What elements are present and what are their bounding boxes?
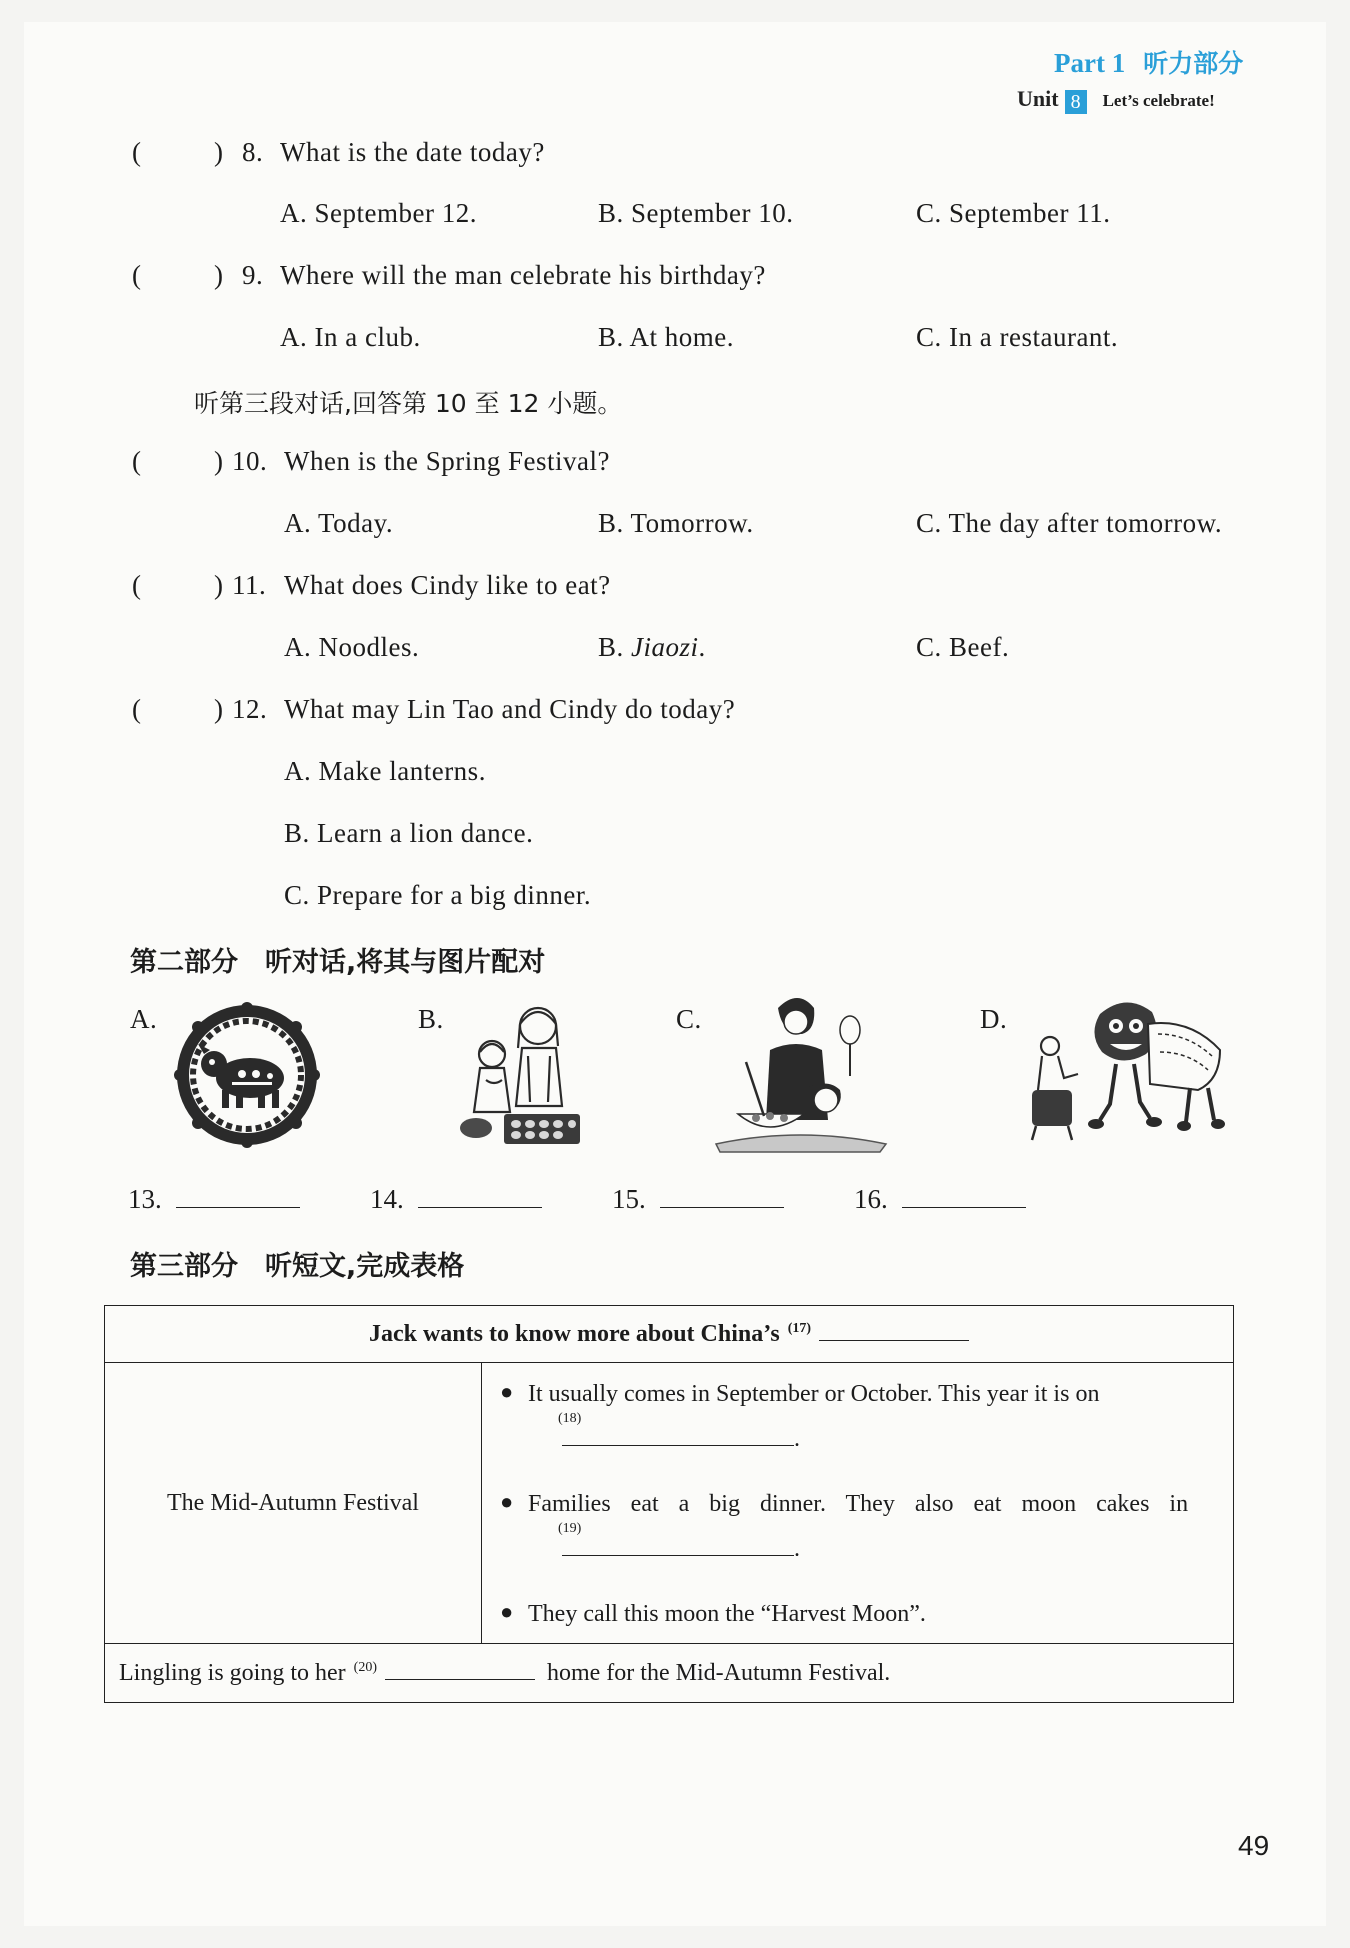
part-cn-label: 听力部分 [1143,49,1244,78]
section-3-title: 第三部分 听短文,完成表格 [130,1251,465,1282]
unit-label: Unit [1017,86,1059,111]
question-text: What is the date today? [280,137,545,167]
answer-paren[interactable]: ( [132,570,142,600]
match-blank-13[interactable] [128,1184,300,1215]
question-number: 10. [232,446,268,476]
page-number: 49 [1238,1830,1270,1861]
info-table [104,1305,1234,1703]
question-number: 12. [232,694,268,724]
match-number: 13. [128,1184,162,1214]
answer-paren[interactable]: ( [132,694,142,724]
option-b: B. September 10. [598,198,794,228]
pic-label-b: B. [418,1004,444,1034]
option-c: C. In a restaurant. [916,322,1119,352]
option-b: B. Learn a lion dance. [284,818,534,848]
match-number: 14. [370,1184,404,1214]
unit-title: Let’s celebrate! [1102,91,1215,110]
cooking-family-icon [710,990,890,1154]
question-text: Where will the man celebrate his birthday? [280,260,766,290]
bullet-icon: ● [500,1379,514,1404]
answer-paren-close: ) [214,137,224,167]
option-c: C. The day after tomorrow. [916,508,1223,538]
festival-details-cell [482,1363,1234,1644]
answer-line-20[interactable] [385,1679,535,1680]
answer-paren-close: ) [214,694,224,724]
option-a: A. Today. [284,508,394,538]
lion-dance-icon [1030,994,1230,1144]
detail-row-1 [482,1363,1233,1473]
blank-number-17: (17) [787,1320,812,1336]
pic-label-d: D. [980,1004,1008,1034]
footer-text-post: home for the Mid-Autumn Festival. [546,1659,891,1686]
making-dumplings-icon [456,996,586,1150]
answer-line-18[interactable] [562,1445,794,1446]
option-b-letter: B. [598,632,632,662]
question-text: When is the Spring Festival? [284,446,610,476]
question-text: What may Lin Tao and Cindy do today? [284,694,736,724]
option-b: B. At home. [598,322,735,352]
papercut-ox-icon [170,1000,324,1150]
blank-number-20: (20) [353,1659,377,1675]
answer-paren-close: ) [214,570,224,600]
blank-number-18: (18) [558,1411,582,1427]
question-text: What does Cindy like to eat? [284,570,611,600]
answer-paren[interactable]: ( [132,260,142,290]
blank-number-19: (19) [558,1521,582,1537]
section-2-title: 第二部分 听对话,将其与图片配对 [130,947,546,978]
option-a: A. Make lanterns. [284,756,486,786]
answer-line[interactable] [902,1207,1026,1208]
answer-paren[interactable]: ( [132,446,142,476]
table-footer [105,1644,1234,1703]
option-b-italic: Jiaozi [631,632,699,662]
table-header [105,1306,1234,1363]
option-a: A. In a club. [280,322,421,352]
bullet-icon: ● [500,1489,514,1514]
match-number: 15. [612,1184,646,1214]
answer-paren-close: ) [214,446,224,476]
answer-line-19[interactable] [562,1555,794,1556]
option-a: A. September 12. [280,198,477,228]
unit-heading [1017,86,1215,114]
option-c: C. September 11. [916,198,1111,228]
period: . [794,1426,800,1453]
unit-number-badge: 8 [1065,90,1087,114]
pic-label-c: C. [676,1004,702,1034]
detail-row-3 [482,1583,1233,1643]
detail-text-1: It usually comes in September or October. This year it is on [528,1381,1100,1407]
answer-line-17[interactable] [819,1340,969,1341]
option-b: B. Tomorrow. [598,508,754,538]
pic-label-a: A. [130,1004,158,1034]
option-b-end: . [698,632,706,662]
answer-paren[interactable]: ( [132,137,142,167]
match-blank-14[interactable] [370,1184,542,1215]
detail-text-2: Families eat a big dinner. They also eat moon cakes in [528,1491,1189,1517]
question-number: 8. [242,137,264,167]
detail-row-2 [482,1473,1233,1583]
festival-name-cell: The Mid-Autumn Festival [105,1363,482,1644]
answer-line[interactable] [418,1207,542,1208]
option-a: A. Noodles. [284,632,420,662]
footer-text-pre: Lingling is going to her [119,1659,346,1686]
part-label: Part 1 [1054,48,1126,78]
match-blank-15[interactable] [612,1184,784,1215]
option-c: C. Prepare for a big dinner. [284,880,592,910]
option-b [598,632,706,663]
detail-text-3: They call this moon the “Harvest Moon”. [528,1601,926,1627]
option-c: C. Beef. [916,632,1010,662]
period: . [794,1536,800,1563]
bullet-icon: ● [500,1599,514,1624]
question-number: 9. [242,260,264,290]
table-header-text: Jack wants to know more about China’s [368,1320,780,1347]
answer-line[interactable] [176,1207,300,1208]
match-number: 16. [854,1184,888,1214]
answer-line[interactable] [660,1207,784,1208]
question-number: 11. [232,570,267,600]
part-heading [1054,44,1243,80]
answer-paren-close: ) [214,260,224,290]
match-blank-16[interactable] [854,1184,1026,1215]
instruction-text: 听第三段对话,回答第 10 至 12 小题。 [194,389,623,418]
